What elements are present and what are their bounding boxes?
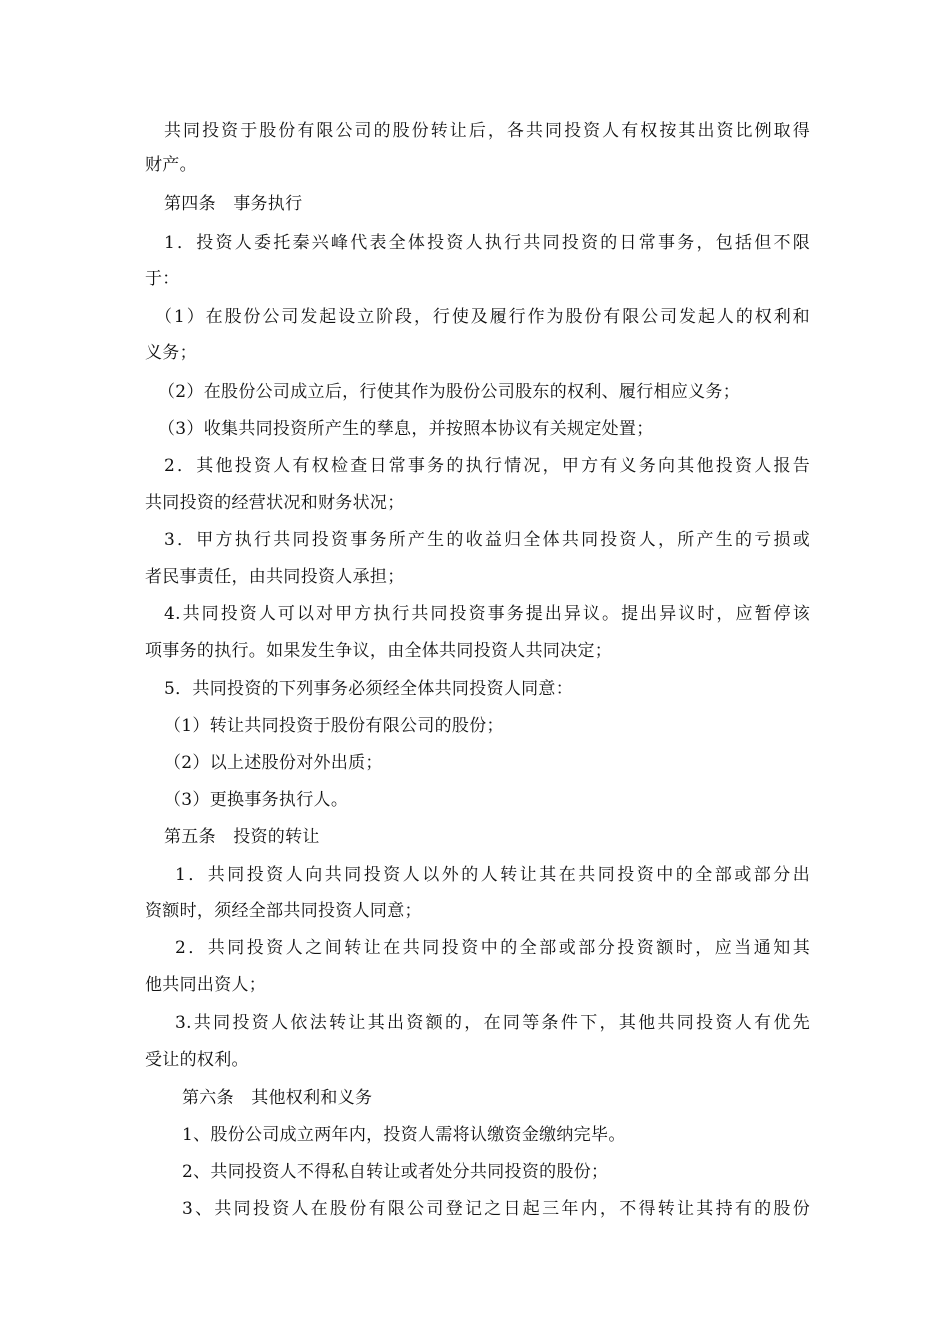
text-line: 他共同出资人；: [145, 975, 267, 995]
text-line: （2）在股份公司成立后，行使其作为股份公司股东的权利、履行相应义务；: [158, 382, 741, 402]
text-line: 3．甲方执行共同投资事务所产生的收益归全体共同投资人，所产生的亏损或: [164, 530, 810, 550]
text-line: 2．共同投资人之间转让在共同投资中的全部或部分投资额时，应当通知其: [175, 938, 810, 958]
text-line: 项事务的执行。如果发生争议，由全体共同投资人共同决定；: [145, 641, 613, 661]
text-line: 资额时，须经全部共同投资人同意；: [145, 901, 422, 921]
text-line: 3、共同投资人在股份有限公司登记之日起三年内，不得转让其持有的股份: [182, 1199, 810, 1219]
section-heading: 第四条 事务执行: [164, 194, 303, 214]
text-line: 1．投资人委托秦兴峰代表全体投资人执行共同投资的日常事务，包括但不限: [164, 233, 810, 253]
text-line: 4.共同投资人可以对甲方执行共同投资事务提出异议。提出异议时，应暂停该: [164, 604, 810, 624]
text-line: 1．共同投资人向共同投资人以外的人转让其在共同投资中的全部或部分出: [175, 865, 810, 885]
text-line: 5．共同投资的下列事务必须经全体共同投资人同意：: [164, 679, 574, 699]
text-line: 财产。: [145, 155, 197, 175]
section-heading: 第五条 投资的转让: [164, 827, 320, 847]
text-line: 2、共同投资人不得私自转让或者处分共同投资的股份；: [182, 1162, 609, 1182]
text-line: 2．其他投资人有权检查日常事务的执行情况，甲方有义务向其他投资人报告: [164, 456, 810, 476]
text-line: 1、股份公司成立两年内，投资人需将认缴资金缴纳完毕。: [182, 1125, 626, 1145]
text-line: 共同投资于股份有限公司的股份转让后，各共同投资人有权按其出资比例取得: [164, 121, 810, 141]
text-line: （1）转让共同投资于股份有限公司的股份；: [164, 716, 504, 736]
text-line: 者民事责任，由共同投资人承担；: [145, 567, 405, 587]
text-line: （1）在股份公司发起设立阶段，行使及履行作为股份有限公司发起人的权利和: [155, 307, 810, 327]
text-line: （3）收集共同投资所产生的孳息，并按照本协议有关规定处置；: [158, 419, 654, 439]
text-line: （3）更换事务执行人。: [164, 790, 349, 810]
text-line: 3.共同投资人依法转让其出资额的，在同等条件下，其他共同投资人有优先: [175, 1013, 810, 1033]
text-line: 共同投资的经营状况和财务状况；: [145, 493, 405, 513]
text-line: （2）以上述股份对外出质；: [164, 753, 383, 773]
section-heading: 第六条 其他权利和义务: [182, 1088, 373, 1108]
text-line: 受让的权利。: [145, 1050, 249, 1070]
text-line: 于：: [145, 269, 180, 289]
text-line: 义务；: [145, 343, 197, 363]
